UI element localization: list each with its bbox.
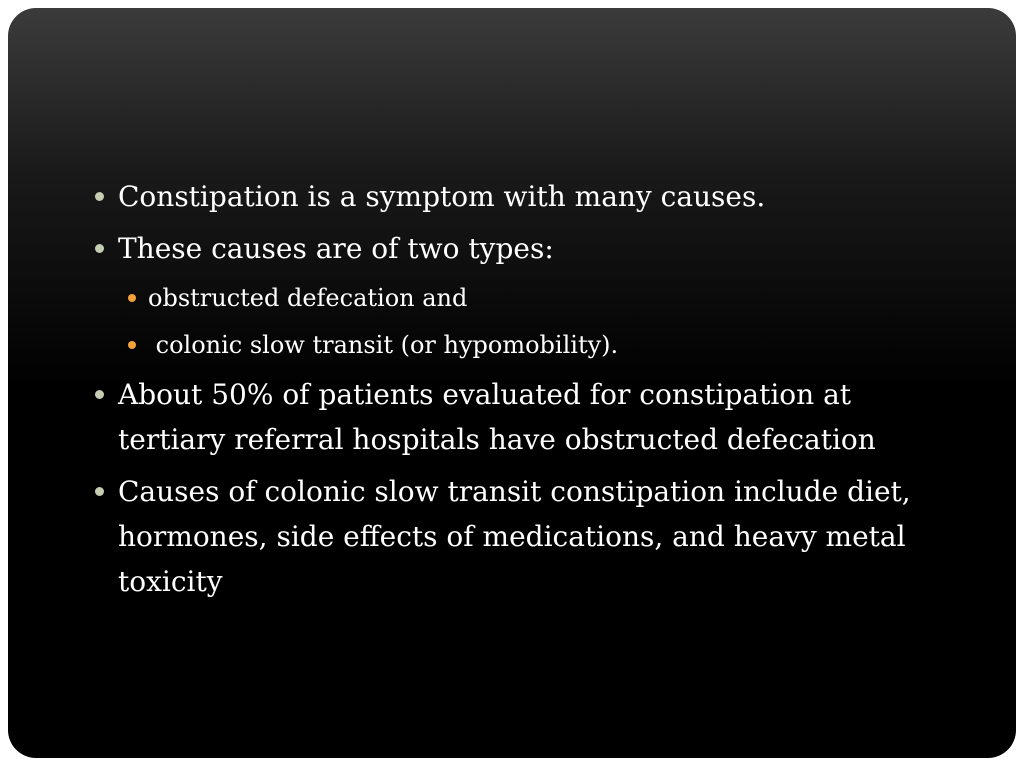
- bullet-dot-icon: [95, 192, 104, 201]
- bullet-item: [90, 372, 940, 462]
- bullet-text: About 50% of patients evaluated for constipation at tertiary referral hospitals have obstructed defecation: [118, 378, 876, 456]
- bullet-list: [90, 174, 940, 611]
- bullet-item: [90, 469, 940, 604]
- slide: [8, 8, 1016, 758]
- bullet-text: Causes of colonic slow transit constipation include diet, hormones, side effects of medications, and heavy metal toxicity: [118, 475, 911, 598]
- sub-bullet-text: obstructed defecation and: [148, 284, 468, 312]
- bullet-item: [90, 226, 940, 271]
- bullet-dot-icon: [95, 487, 104, 496]
- bullet-item: [90, 174, 940, 219]
- bullet-text: These causes are of two types:: [118, 232, 554, 265]
- sub-bullet-text: colonic slow transit (or hypomobility).: [148, 331, 619, 359]
- sub-bullet-item: [90, 278, 940, 318]
- bullet-text: Constipation is a symptom with many causes.: [118, 180, 766, 213]
- sub-bullet-item: [90, 325, 940, 365]
- bullet-dot-icon: [95, 244, 104, 253]
- sub-bullet-dot-icon: [128, 294, 136, 302]
- bullet-dot-icon: [95, 390, 104, 399]
- sub-bullet-dot-icon: [128, 341, 136, 349]
